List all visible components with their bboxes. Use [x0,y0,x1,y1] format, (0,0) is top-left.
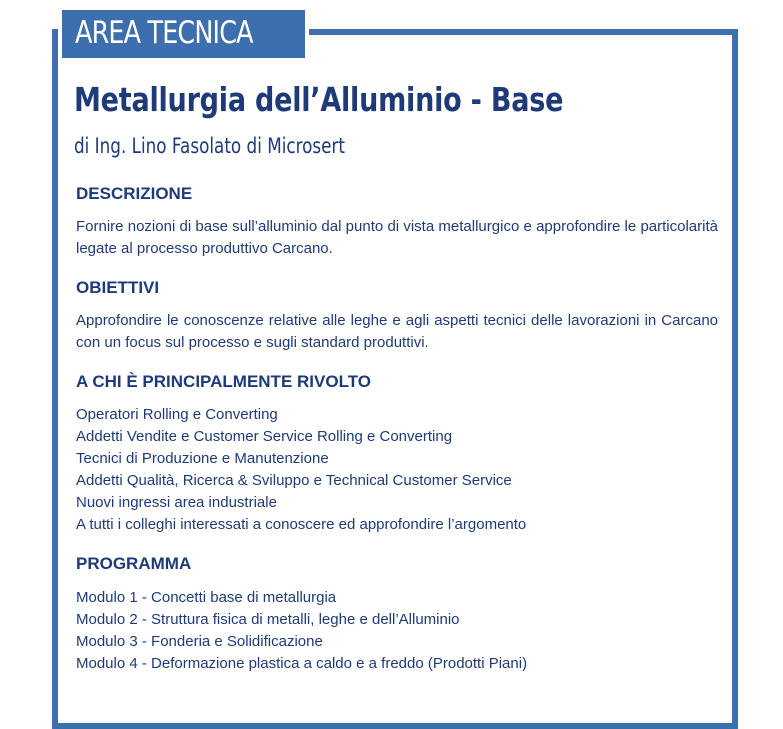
list-item: Nuovi ingressi area industriale [76,494,277,511]
programma-list [76,587,527,675]
list-item: Modulo 4 - Deformazione plastica a caldo e a freddo (Prodotti Piani) [76,655,528,672]
list-item: A tutti i colleghi interessati a conoscere ed approfondire l’argomento [76,516,527,533]
obiettivi-text: Approfondire le conoscenze relative alle leghe e agli aspetti tecnici delle lavorazioni in Carcano con un focus sul processo e sugli standard produttivi. [76,312,718,351]
section-heading-obiettivi: OBIETTIVI [76,278,160,297]
list-item: Addetti Vendite e Customer Service Rolling e Converting [76,428,453,445]
section-heading-programma: PROGRAMMA [76,554,192,573]
descrizione-text: Fornire nozioni di base sull’alluminio dal punto di vista metallurgico e approfondire le particolarità legate al processo produttivo Carcano. [76,218,718,257]
list-item: Modulo 1 - Concetti base di metallurgia [76,589,337,606]
list-item: Modulo 3 - Fonderia e Solidificazione [76,633,323,650]
destinatari-list [76,404,526,536]
area-tab [62,10,305,58]
section-heading-destinatari: A CHI È PRINCIPALMENTE RIVOLTO [76,372,371,391]
course-author: di Ing. Lino Fasolato di Microsert [74,134,345,158]
list-item: Addetti Qualità, Ricerca & Sviluppo e Technical Customer Service [76,472,512,489]
list-item: Operatori Rolling e Converting [76,406,278,423]
list-item: Tecnici di Produzione e Manutenzione [76,450,329,467]
area-label: AREA TECNICA [75,15,253,51]
section-heading-descrizione: DESCRIZIONE [76,184,193,203]
list-item: Modulo 2 - Struttura fisica di metalli, leghe e dell’Alluminio [76,611,460,628]
course-title: Metallurgia dell’Alluminio - Base [74,80,564,119]
